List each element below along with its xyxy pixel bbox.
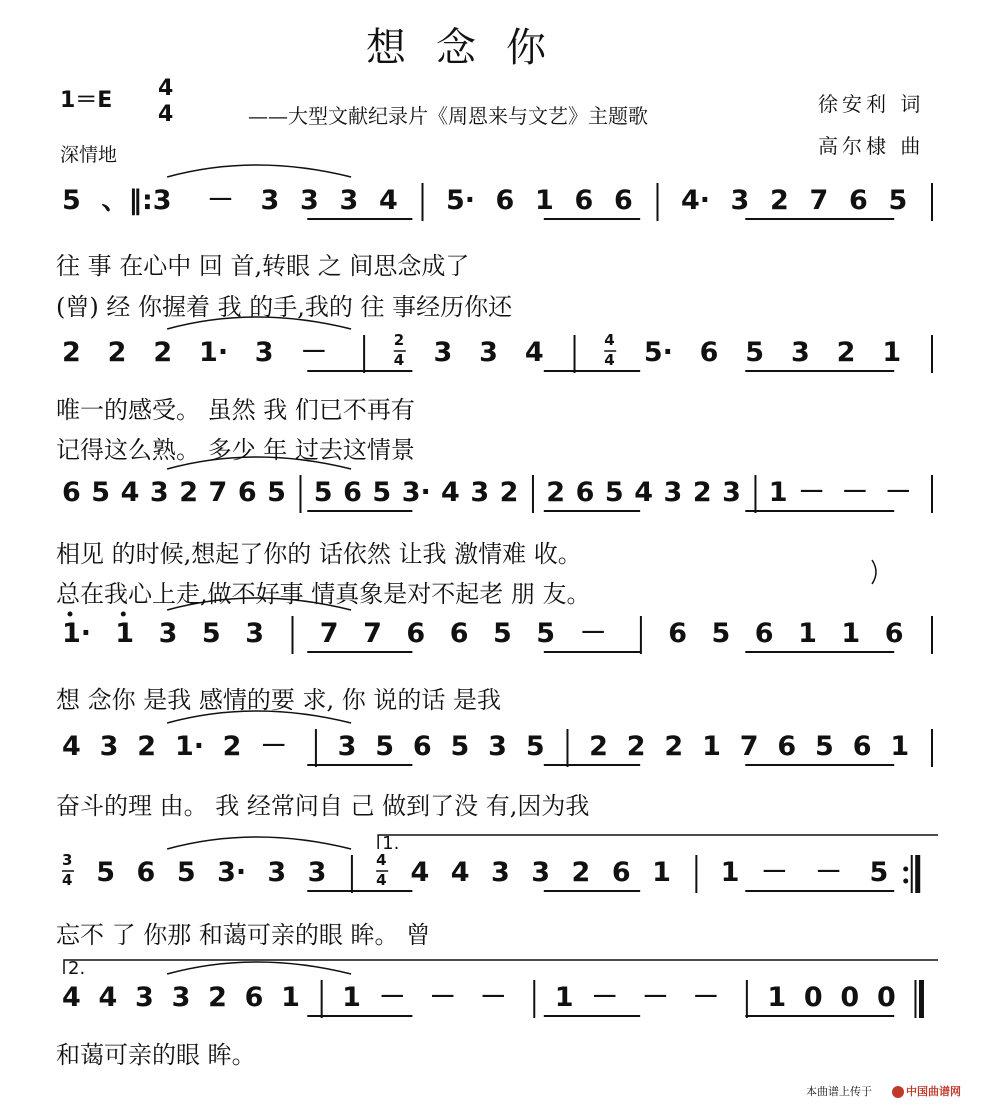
repeat-dot [903, 879, 908, 884]
note: 3 [433, 337, 453, 368]
note: 2 [62, 337, 81, 368]
note: 6 [244, 982, 264, 1013]
note: 1· [199, 337, 229, 368]
slur [167, 962, 351, 974]
note: 1 [702, 731, 721, 762]
note: 2 [664, 731, 684, 762]
note: 3 [254, 337, 274, 368]
note: 2 [137, 731, 157, 762]
note: 2 [589, 731, 608, 762]
lyric-line: 奋斗的理 由。 我 经常问自 己 做到了没 有,因为我 [56, 792, 590, 820]
note: 6 [136, 857, 156, 888]
note-dash: － [479, 982, 507, 1013]
footer-site: 中国曲谱网 [906, 1085, 961, 1098]
note: 1 [767, 982, 787, 1013]
note: 6 [614, 185, 633, 216]
note: 6 [611, 857, 631, 888]
note: 7 [809, 185, 829, 216]
note: 5 [62, 185, 81, 216]
time-sig-bottom: 4 [158, 102, 174, 127]
note: 3 [307, 857, 327, 888]
time-sig-numerator: 3 [62, 851, 73, 869]
note: 4 [120, 477, 140, 508]
note: 2 [179, 477, 199, 508]
note: 4· [681, 185, 711, 216]
note: 5 [372, 477, 392, 508]
note-dash: － [591, 982, 619, 1013]
note: 2 [153, 337, 173, 368]
song-title: 想念你 [366, 25, 576, 71]
note: 6 [852, 731, 872, 762]
slur [167, 837, 351, 849]
note: 1 [882, 337, 902, 368]
note: 5 [375, 731, 394, 762]
note: 1 [652, 857, 671, 888]
time-sig-numerator: 2 [393, 331, 405, 349]
note-dash: － [378, 982, 406, 1013]
note-dash: － [260, 731, 288, 762]
note: 3 [158, 618, 178, 649]
lyricist: 徐安利 词 [818, 92, 925, 116]
note: 6 [668, 618, 687, 649]
note: 6 [449, 618, 469, 649]
lyric-line: 相见 的时候,想起了你的 话依然 让我 激情难 收。 [56, 540, 582, 568]
note: 3 [488, 731, 507, 762]
note: 1· [174, 731, 204, 762]
note: 3 [470, 477, 490, 508]
note: 5 [201, 618, 221, 649]
note: 6 [575, 477, 595, 508]
note-dash: － [692, 982, 720, 1013]
note: 3 [730, 185, 750, 216]
note: 1 [342, 982, 361, 1013]
note: 3 [722, 477, 741, 508]
lyric-line: (曾) 经 你握着 我 的手,我的 往 事经历你还 [56, 293, 513, 321]
time-sig-top: 4 [158, 76, 174, 101]
note: 4 [441, 477, 460, 508]
repeat-dot [903, 867, 908, 872]
note: 7 [739, 731, 759, 762]
note-dash: － [207, 185, 234, 216]
note: 4 [62, 731, 81, 762]
note: 4 [98, 982, 118, 1013]
site-logo-icon [892, 1086, 904, 1098]
note: 6 [237, 477, 257, 508]
note: 3 [479, 337, 498, 368]
note: 3 [663, 477, 683, 508]
note: 1 [720, 857, 740, 888]
volta-label: 2. [68, 958, 86, 979]
note-dash: － [579, 618, 607, 649]
note: 3 [99, 731, 119, 762]
footer-text: 本曲谱上传于 [806, 1085, 872, 1098]
note: 0 [840, 982, 860, 1013]
note: 3 [491, 857, 510, 888]
note: 5· [643, 337, 673, 368]
time-sig-numerator: 4 [604, 331, 615, 349]
note: 3 [245, 618, 264, 649]
note: 3 [531, 857, 551, 888]
note: 5 [815, 731, 834, 762]
note: 、‖:3 [101, 185, 172, 216]
note: 3 [135, 982, 154, 1013]
note: 2 [499, 477, 519, 508]
note: 5 [711, 618, 731, 649]
note: 1· [62, 618, 92, 649]
note: 5· [446, 185, 476, 216]
note: 4 [524, 337, 544, 368]
lyric-line: 往 事 在心中 回 首,转眼 之 间思念成了 [56, 252, 470, 280]
note: 4 [62, 982, 81, 1013]
note: 7 [208, 477, 228, 508]
note: 0 [876, 982, 896, 1013]
composer: 高尔棣 曲 [818, 134, 925, 158]
note-dash: － [798, 477, 826, 508]
note: 3 [790, 337, 810, 368]
note: 1 [841, 618, 861, 649]
lyric-line: 唯一的感受。 虽然 我 们已不再有 [56, 396, 415, 424]
octave-dot-high [68, 612, 73, 617]
note-dash: － [884, 477, 912, 508]
note: 3 [339, 185, 359, 216]
note: 1 [281, 982, 300, 1013]
note: 1 [115, 618, 135, 649]
note: 4 [379, 185, 398, 216]
note: 3 [300, 185, 319, 216]
lyric-line: 想 念你 是我 感情的要 求, 你 说的话 是我 [56, 686, 502, 714]
note: 5 [96, 857, 116, 888]
lyric-brace [872, 560, 876, 584]
note: 3 [267, 857, 287, 888]
note: 3 [337, 731, 357, 762]
note: 5 [604, 477, 624, 508]
time-sig-denominator: 4 [393, 351, 405, 369]
note: 0 [803, 982, 823, 1013]
note: 1 [535, 185, 554, 216]
note: 5 [536, 618, 556, 649]
note: 3 [171, 982, 191, 1013]
note: 2 [208, 982, 227, 1013]
note: 5 [745, 337, 765, 368]
note-dash: － [429, 982, 457, 1013]
note: 2 [222, 731, 242, 762]
lyric-line: 忘不 了 你那 和蔼可亲的眼 眸。 曾 [56, 921, 431, 949]
note: 4 [634, 477, 653, 508]
note: 5 [176, 857, 196, 888]
note: 2 [692, 477, 712, 508]
note: 2 [107, 337, 127, 368]
note: 5 [493, 618, 512, 649]
note: 5 [450, 731, 470, 762]
note: 6 [412, 731, 432, 762]
volta-label: 1. [382, 833, 400, 854]
note: 6 [62, 477, 81, 508]
time-sig-numerator: 4 [376, 851, 387, 869]
note: 7 [319, 618, 339, 649]
note: 3 [260, 185, 280, 216]
subtitle: ——大型文献纪录片《周恩来与文艺》主题歌 [248, 104, 648, 128]
volta-bracket [378, 835, 938, 849]
note: 5 [91, 477, 111, 508]
note: 6 [849, 185, 868, 216]
note: 1 [554, 982, 574, 1013]
note: 1 [890, 731, 910, 762]
note-dash: － [641, 982, 669, 1013]
note: 5 [267, 477, 286, 508]
note: 1 [798, 618, 817, 649]
note-dash: － [841, 477, 869, 508]
note: 5 [888, 185, 908, 216]
note: 3 [149, 477, 169, 508]
note: 6 [699, 337, 719, 368]
note: 6 [884, 618, 904, 649]
note: 3· [401, 477, 431, 508]
time-sig-denominator: 4 [604, 351, 615, 369]
note: 4 [450, 857, 470, 888]
key-signature: 1＝E [60, 88, 113, 113]
note: 2 [770, 185, 789, 216]
lyric-line: 记得这么熟。 多少 年 过去这情景 [56, 436, 415, 464]
lyric-line: 总在我心上走,做不好事 情真象是对不起老 朋 友。 [56, 580, 591, 608]
tempo-marking: 深情地 [60, 144, 118, 166]
note: 3· [217, 857, 247, 888]
time-sig-denominator: 4 [62, 871, 73, 889]
note: 5 [525, 731, 545, 762]
note: 5 [869, 857, 889, 888]
note: 6 [777, 731, 797, 762]
note: 6 [343, 477, 362, 508]
note: 6 [406, 618, 426, 649]
slur [167, 165, 351, 177]
note: 6 [495, 185, 515, 216]
note: 2 [626, 731, 646, 762]
note: 2 [571, 857, 591, 888]
note-dash: － [300, 337, 328, 368]
note-dash: － [760, 857, 788, 888]
note: 7 [363, 618, 382, 649]
note: 1 [768, 477, 788, 508]
note: 6 [754, 618, 774, 649]
note: 5 [313, 477, 333, 508]
note: 4 [410, 857, 430, 888]
lyric-line: 和蔼可亲的眼 眸。 [56, 1041, 256, 1069]
time-sig-denominator: 4 [376, 871, 387, 889]
note: 2 [546, 477, 566, 508]
note: 2 [836, 337, 856, 368]
note-dash: － [815, 857, 843, 888]
note: 6 [574, 185, 594, 216]
octave-dot-high [121, 612, 126, 617]
